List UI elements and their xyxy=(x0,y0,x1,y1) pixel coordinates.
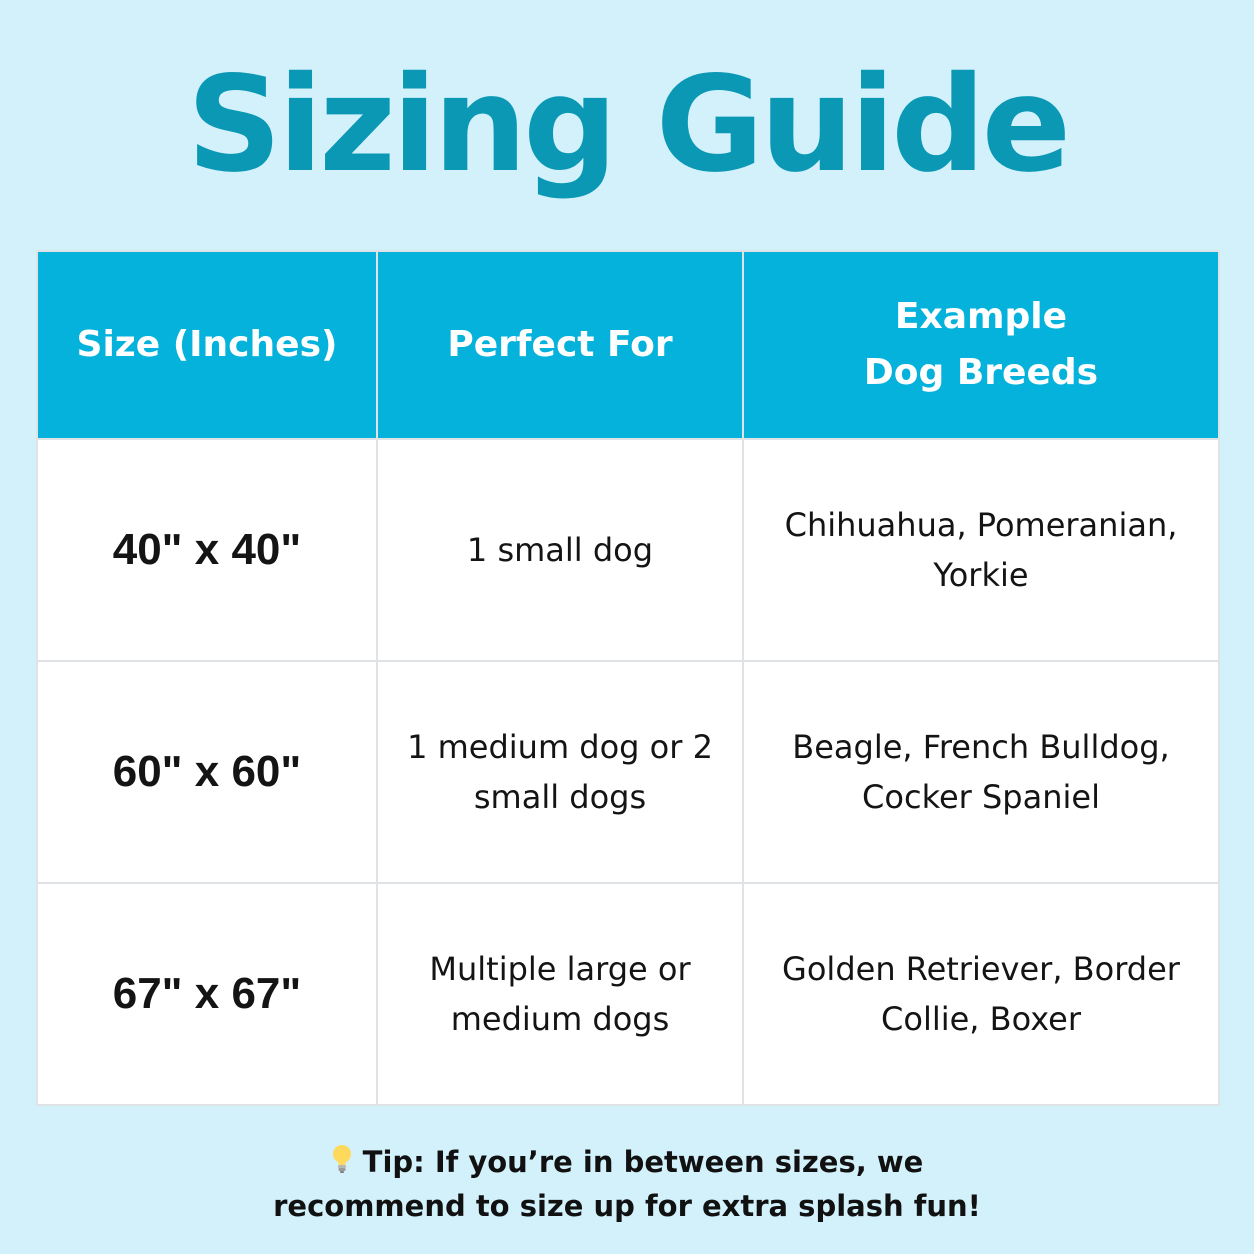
tip-line-2: recommend to size up for extra splash fun! xyxy=(273,1189,981,1223)
header-example-breeds-label: Example Dog Breeds xyxy=(863,296,1099,393)
breeds-cell: Beagle, French Bulldog, Cocker Spaniel xyxy=(743,661,1219,883)
tip-line-1-wrapper xyxy=(0,1140,1254,1184)
table-row xyxy=(37,439,1219,661)
perfect-for-cell: Multiple large or medium dogs xyxy=(377,883,743,1105)
size-cell: 67" x 67" xyxy=(37,883,377,1105)
breeds-cell: Chihuahua, Pomeranian, Yorkie xyxy=(743,439,1219,661)
lightbulb-icon xyxy=(331,1144,353,1174)
breeds-cell: Golden Retriever, Border Collie, Boxer xyxy=(743,883,1219,1105)
table-row xyxy=(37,661,1219,883)
size-cell: 60" x 60" xyxy=(37,661,377,883)
header-size: Size (Inches) xyxy=(37,251,377,439)
table-row xyxy=(37,883,1219,1105)
sizing-table xyxy=(36,250,1220,1106)
header-example-breeds xyxy=(743,251,1219,439)
header-perfect-for: Perfect For xyxy=(377,251,743,439)
tip-line-1: Tip: If you’re in between sizes, we xyxy=(362,1145,924,1179)
perfect-for-cell: 1 small dog xyxy=(377,439,743,661)
page-title: Sizing Guide xyxy=(186,48,1068,202)
table-header-row xyxy=(37,251,1219,439)
perfect-for-cell: 1 medium dog or 2 small dogs xyxy=(377,661,743,883)
tip-text xyxy=(0,1140,1254,1228)
size-cell: 40" x 40" xyxy=(37,439,377,661)
